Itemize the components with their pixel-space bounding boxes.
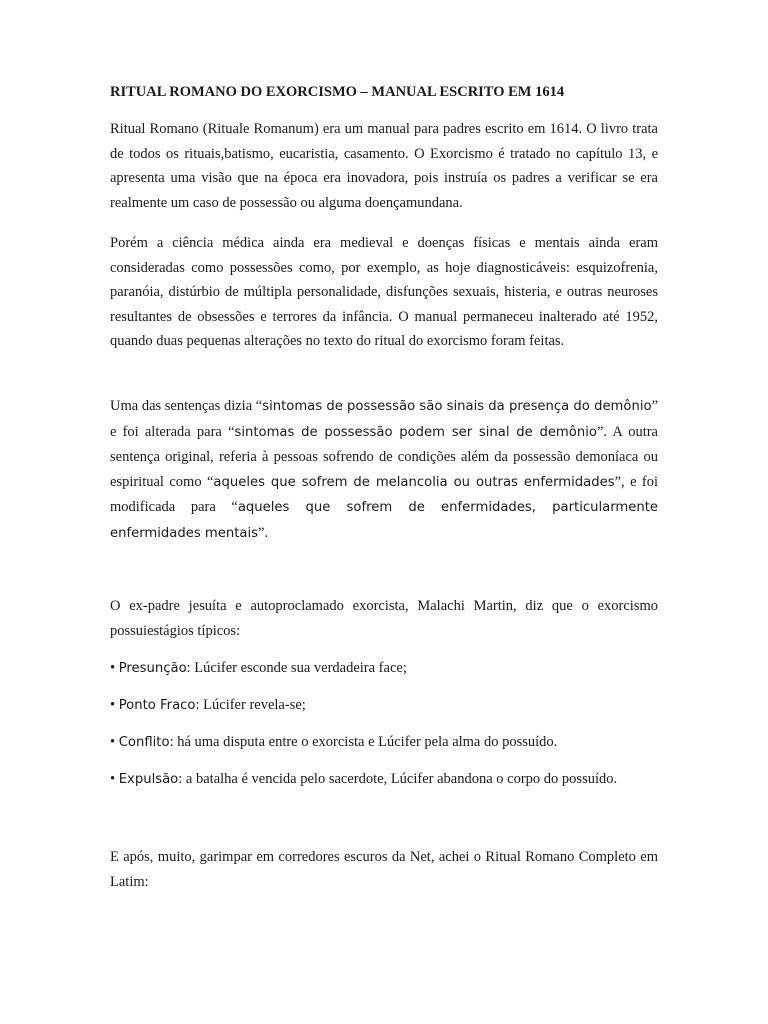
quote-text: sintomas de possessão podem ser sinal de demônio bbox=[234, 424, 597, 440]
text-fragment: ”, e foi modificada para “ bbox=[110, 473, 659, 516]
document-title: RITUAL ROMANO DO EXORCISMO – MANUAL ESCRITO EM 1614 bbox=[110, 84, 565, 100]
paragraph-intro: Ritual Romano (Rituale Romanum) era um manual para padres escrito em 1614. O livro trata de todos os rituais,batismo, eucaristia, casamento. O Exorcismo é tratado no capítulo 13, e apresenta uma visão que na época era inovadora, pois instruía os padres a verificar se era realmente um caso de possessão ou alguma doençamundana. bbox=[110, 121, 658, 211]
paragraph-stages: O ex-padre jesuíta e autoproclamado exorcista, Malachi Martin, diz que o exorcismo possuiestágios típicos: bbox=[110, 598, 658, 639]
paragraph-sentences bbox=[110, 394, 658, 547]
stage-term: Presunção bbox=[118, 661, 187, 676]
quote-text: sintomas de possessão são sinais da presença do demônio bbox=[262, 399, 652, 414]
stage-text: : Lúcifer revela-se; bbox=[195, 697, 306, 713]
text-fragment: ” e foi alterada para “ bbox=[110, 398, 658, 440]
paragraph-latin-ritual: E após, muito, garimpar em corredores escuros da Net, achei o Ritual Romano Completo em Latim: bbox=[110, 849, 658, 890]
stage-text: : Lúcifer esconde sua verdadeira face; bbox=[186, 660, 407, 676]
list-item bbox=[110, 660, 407, 677]
quote-text: aqueles que sofrem de enfermidades, particularmente enfermidades mentais bbox=[110, 500, 659, 541]
list-item bbox=[110, 734, 557, 751]
quote-text: aqueles que sofrem de melancolia ou outras enfermidades bbox=[213, 474, 615, 490]
stage-term: Ponto Fraco bbox=[118, 698, 196, 713]
bullet-mark: • bbox=[110, 660, 119, 676]
text-fragment: ”. A outra sentença original, referia à pessoas sofrendo de condições além da possessão demoníaca ou espiritual como “ bbox=[110, 423, 658, 490]
list-item bbox=[110, 697, 306, 714]
bullet-mark: • bbox=[110, 771, 119, 787]
bullet-mark: • bbox=[110, 734, 119, 750]
bullet-mark: • bbox=[110, 697, 119, 713]
paragraph-medicine: Porém a ciência médica ainda era medieval e doenças físicas e mentais ainda eram consideradas como possessões como, por exemplo, as hoje diagnosticáveis: esquizofrenia, paranóia, distúrbio de múltipla personalidade, disfunções sexuais, histeria, e outras neuroses resultantes de obsessões e terrores da infância. O manual permaneceu inalterado até 1952, quando duas pequenas alterações no texto do ritual do exorcismo foram feitas. bbox=[110, 235, 658, 350]
text-fragment: Uma das sentenças dizia “ bbox=[110, 398, 263, 414]
stage-text: : a batalha é vencida pelo sacerdote, Lúcifer abandona o corpo do possuído. bbox=[178, 771, 618, 787]
list-item bbox=[110, 771, 617, 788]
stage-term: Expulsão bbox=[118, 772, 179, 787]
text-fragment: ”. bbox=[258, 524, 269, 541]
stage-term: Conflito bbox=[118, 735, 170, 750]
stage-text: : há uma disputa entre o exorcista e Lúcifer pela alma do possuído. bbox=[169, 734, 558, 750]
